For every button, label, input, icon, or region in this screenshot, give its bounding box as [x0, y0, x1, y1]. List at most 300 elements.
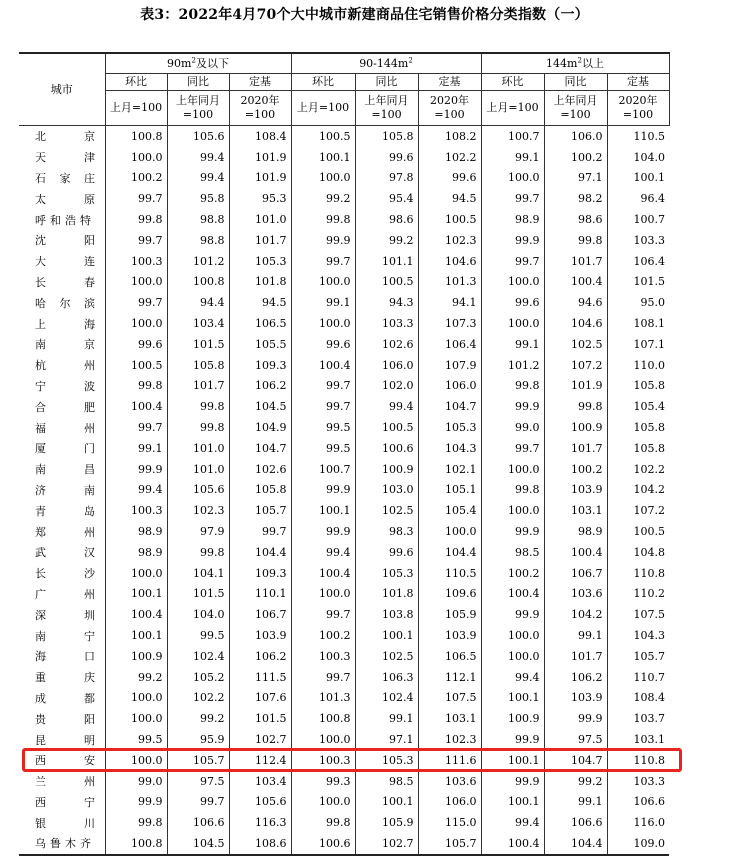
value-cell: 106.6 [167, 812, 229, 833]
sub-header-cell: 同比 [355, 74, 418, 91]
base-header-cell: 上月=100 [105, 91, 167, 126]
value-cell: 110.5 [418, 563, 481, 584]
value-cell: 99.7 [481, 188, 544, 209]
value-cell: 103.3 [355, 313, 418, 334]
value-cell: 100.0 [481, 500, 544, 521]
value-cell: 100.0 [105, 708, 167, 729]
value-cell: 96.4 [607, 188, 669, 209]
value-cell: 106.7 [544, 563, 607, 584]
value-cell: 109.0 [607, 833, 669, 855]
value-cell: 100.2 [291, 625, 355, 646]
city-name: 沈阳 [35, 234, 95, 248]
value-cell: 104.0 [607, 147, 669, 168]
value-cell: 105.7 [418, 833, 481, 855]
value-cell: 107.1 [607, 334, 669, 355]
value-cell: 99.4 [481, 667, 544, 688]
value-cell: 102.4 [355, 688, 418, 709]
table-row [19, 376, 669, 397]
value-cell: 99.7 [481, 438, 544, 459]
value-cell: 99.8 [481, 480, 544, 501]
value-cell: 109.3 [229, 563, 291, 584]
value-cell: 99.6 [355, 147, 418, 168]
value-cell: 95.9 [167, 729, 229, 750]
value-cell: 99.9 [481, 396, 544, 417]
table-row [19, 812, 669, 833]
value-cell: 105.1 [418, 480, 481, 501]
value-cell: 115.0 [418, 812, 481, 833]
table-row [19, 604, 669, 625]
value-cell: 108.6 [229, 833, 291, 855]
base-header-cell: 2020年=100 [229, 91, 291, 126]
value-cell: 100.1 [105, 584, 167, 605]
value-cell: 102.4 [167, 646, 229, 667]
city-name: 青岛 [35, 504, 95, 518]
value-cell: 102.7 [229, 729, 291, 750]
value-cell: 104.4 [544, 833, 607, 855]
city-cell [19, 272, 105, 293]
city-name: 广州 [35, 587, 95, 601]
value-cell: 106.6 [544, 812, 607, 833]
value-cell: 105.6 [229, 792, 291, 813]
value-cell: 104.5 [167, 833, 229, 855]
value-cell: 99.1 [355, 708, 418, 729]
value-cell: 99.5 [291, 417, 355, 438]
value-cell: 99.7 [291, 396, 355, 417]
value-cell: 99.9 [291, 521, 355, 542]
city-cell [19, 521, 105, 542]
value-cell: 99.8 [544, 230, 607, 251]
base-header-cell: 上年同月=100 [544, 91, 607, 126]
value-cell: 99.7 [229, 521, 291, 542]
value-cell: 99.9 [481, 729, 544, 750]
value-cell: 104.1 [167, 563, 229, 584]
value-cell: 98.2 [544, 188, 607, 209]
city-name: 长春 [35, 275, 95, 289]
value-cell: 100.0 [481, 272, 544, 293]
value-cell: 111.5 [229, 667, 291, 688]
value-cell: 103.3 [607, 771, 669, 792]
value-cell: 104.4 [418, 542, 481, 563]
value-cell: 99.9 [291, 230, 355, 251]
base-header-cell: 上年同月=100 [167, 91, 229, 126]
value-cell: 100.1 [607, 168, 669, 189]
value-cell: 105.3 [418, 417, 481, 438]
price-index-table [19, 52, 670, 856]
value-cell: 105.3 [355, 750, 418, 771]
value-cell: 97.1 [355, 729, 418, 750]
value-cell: 99.1 [544, 792, 607, 813]
value-cell: 99.0 [481, 417, 544, 438]
value-cell: 101.3 [291, 688, 355, 709]
value-cell: 97.5 [544, 729, 607, 750]
value-cell: 100.0 [481, 625, 544, 646]
city-name: 合肥 [35, 400, 95, 414]
value-cell: 103.4 [229, 771, 291, 792]
city-cell [19, 500, 105, 521]
group-header-144-above: $144m^2$以上 [481, 53, 669, 74]
value-cell: 99.8 [544, 396, 607, 417]
city-name: 南宁 [35, 629, 95, 643]
base-header-row [19, 91, 669, 126]
city-cell [19, 168, 105, 189]
value-cell: 98.5 [355, 771, 418, 792]
sub-header-cell: 定基 [229, 74, 291, 91]
value-cell: 104.6 [418, 251, 481, 272]
value-cell: 100.0 [291, 584, 355, 605]
value-cell: 99.7 [167, 792, 229, 813]
value-cell: 97.8 [355, 168, 418, 189]
value-cell: 100.0 [291, 729, 355, 750]
value-cell: 100.5 [607, 521, 669, 542]
value-cell: 99.2 [105, 667, 167, 688]
value-cell: 102.5 [544, 334, 607, 355]
value-cell: 99.8 [167, 542, 229, 563]
city-cell [19, 771, 105, 792]
value-cell: 101.8 [229, 272, 291, 293]
table-row [19, 168, 669, 189]
value-cell: 103.1 [607, 729, 669, 750]
value-cell: 98.8 [167, 230, 229, 251]
value-cell: 105.7 [167, 750, 229, 771]
value-cell: 103.9 [418, 625, 481, 646]
value-cell: 107.9 [418, 355, 481, 376]
value-cell: 99.6 [105, 334, 167, 355]
value-cell: 102.1 [418, 459, 481, 480]
value-cell: 101.5 [167, 334, 229, 355]
value-cell: 110.5 [607, 126, 669, 147]
value-cell: 99.2 [167, 708, 229, 729]
city-name: 南昌 [35, 463, 95, 477]
city-cell [19, 292, 105, 313]
value-cell: 99.4 [481, 812, 544, 833]
value-cell: 101.5 [229, 708, 291, 729]
city-name: 南京 [35, 338, 95, 352]
value-cell: 101.0 [167, 459, 229, 480]
value-cell: 105.7 [229, 500, 291, 521]
table-header [19, 53, 669, 126]
base-header-cell: 2020年=100 [418, 91, 481, 126]
value-cell: 99.6 [291, 334, 355, 355]
sub-header-cell: 环比 [105, 74, 167, 91]
value-cell: 99.7 [291, 376, 355, 397]
value-cell: 101.3 [418, 272, 481, 293]
city-name: 厦门 [35, 442, 95, 456]
value-cell: 106.0 [544, 126, 607, 147]
city-name: 北京 [35, 130, 95, 144]
value-cell: 104.4 [229, 542, 291, 563]
value-cell: 100.3 [291, 750, 355, 771]
value-cell: 99.5 [167, 625, 229, 646]
value-cell: 104.3 [418, 438, 481, 459]
value-cell: 101.7 [167, 376, 229, 397]
base-header-cell: 2020年=100 [607, 91, 669, 126]
value-cell: 99.8 [291, 209, 355, 230]
sub-header-cell: 同比 [167, 74, 229, 91]
value-cell: 95.3 [229, 188, 291, 209]
value-cell: 102.2 [418, 147, 481, 168]
value-cell: 100.3 [105, 251, 167, 272]
value-cell: 108.2 [418, 126, 481, 147]
value-cell: 110.0 [607, 355, 669, 376]
table-row [19, 480, 669, 501]
city-cell [19, 729, 105, 750]
city-cell [19, 708, 105, 729]
value-cell: 94.3 [355, 292, 418, 313]
value-cell: 107.2 [544, 355, 607, 376]
value-cell: 100.5 [291, 126, 355, 147]
value-cell: 100.0 [291, 168, 355, 189]
value-cell: 105.4 [607, 396, 669, 417]
value-cell: 103.0 [355, 480, 418, 501]
group-header-90-below: $90m^2$及以下 [105, 53, 291, 74]
value-cell: 105.3 [229, 251, 291, 272]
value-cell: 107.5 [607, 604, 669, 625]
value-cell: 100.0 [481, 646, 544, 667]
sub-header-row [19, 74, 669, 91]
base-header-cell: 上月=100 [291, 91, 355, 126]
value-cell: 110.8 [607, 750, 669, 771]
value-cell: 103.3 [607, 230, 669, 251]
value-cell: 100.6 [355, 438, 418, 459]
value-cell: 100.1 [355, 792, 418, 813]
value-cell: 105.3 [355, 563, 418, 584]
value-cell: 105.2 [167, 667, 229, 688]
value-cell: 105.4 [418, 500, 481, 521]
value-cell: 99.5 [105, 729, 167, 750]
table-row [19, 688, 669, 709]
value-cell: 106.0 [418, 376, 481, 397]
city-name: 福州 [35, 421, 95, 435]
value-cell: 104.7 [229, 438, 291, 459]
value-cell: 100.4 [481, 584, 544, 605]
table-row [19, 500, 669, 521]
value-cell: 101.7 [544, 438, 607, 459]
value-cell: 100.0 [105, 750, 167, 771]
value-cell: 102.2 [167, 688, 229, 709]
city-cell [19, 376, 105, 397]
value-cell: 107.2 [607, 500, 669, 521]
value-cell: 98.9 [544, 521, 607, 542]
value-cell: 102.6 [355, 334, 418, 355]
value-cell: 99.7 [105, 292, 167, 313]
value-cell: 99.4 [167, 168, 229, 189]
value-cell: 100.7 [291, 459, 355, 480]
table-row [19, 833, 669, 855]
city-name: 大连 [35, 255, 95, 269]
city-name: 呼和浩特 [35, 213, 91, 227]
value-cell: 94.4 [167, 292, 229, 313]
value-cell: 99.9 [105, 792, 167, 813]
value-cell: 104.7 [418, 396, 481, 417]
table-row [19, 334, 669, 355]
city-cell [19, 542, 105, 563]
value-cell: 99.9 [481, 771, 544, 792]
value-cell: 107.5 [418, 688, 481, 709]
value-cell: 99.9 [481, 230, 544, 251]
city-name: 太原 [35, 192, 95, 206]
city-name: 深圳 [35, 608, 95, 622]
value-cell: 99.9 [105, 459, 167, 480]
value-cell: 103.1 [544, 500, 607, 521]
value-cell: 110.8 [607, 563, 669, 584]
value-cell: 101.0 [229, 209, 291, 230]
value-cell: 101.1 [355, 251, 418, 272]
value-cell: 106.2 [229, 376, 291, 397]
city-cell [19, 438, 105, 459]
value-cell: 100.1 [481, 750, 544, 771]
value-cell: 99.5 [291, 438, 355, 459]
value-cell: 104.8 [607, 542, 669, 563]
value-cell: 100.0 [105, 147, 167, 168]
value-cell: 104.0 [167, 604, 229, 625]
value-cell: 101.7 [544, 251, 607, 272]
value-cell: 112.4 [229, 750, 291, 771]
city-cell [19, 625, 105, 646]
value-cell: 99.9 [481, 521, 544, 542]
value-cell: 106.3 [355, 667, 418, 688]
city-name: 石家庄 [35, 171, 95, 185]
city-cell [19, 396, 105, 417]
sub-header-cell: 环比 [481, 74, 544, 91]
value-cell: 99.2 [544, 771, 607, 792]
value-cell: 98.6 [544, 209, 607, 230]
value-cell: 100.3 [291, 646, 355, 667]
value-cell: 100.0 [105, 313, 167, 334]
value-cell: 99.7 [105, 417, 167, 438]
value-cell: 106.6 [607, 792, 669, 813]
value-cell: 105.7 [607, 646, 669, 667]
value-cell: 109.3 [229, 355, 291, 376]
table-row [19, 230, 669, 251]
city-cell [19, 792, 105, 813]
value-cell: 101.8 [355, 584, 418, 605]
value-cell: 103.4 [167, 313, 229, 334]
city-cell [19, 812, 105, 833]
value-cell: 110.1 [229, 584, 291, 605]
city-cell [19, 188, 105, 209]
value-cell: 97.1 [544, 168, 607, 189]
value-cell: 100.0 [105, 272, 167, 293]
city-name: 贵阳 [35, 712, 95, 726]
value-cell: 98.3 [355, 521, 418, 542]
value-cell: 100.8 [291, 708, 355, 729]
value-cell: 100.4 [105, 604, 167, 625]
value-cell: 106.2 [544, 667, 607, 688]
value-cell: 106.7 [229, 604, 291, 625]
value-cell: 100.1 [291, 500, 355, 521]
value-cell: 94.6 [544, 292, 607, 313]
value-cell: 108.4 [229, 126, 291, 147]
value-cell: 99.8 [167, 417, 229, 438]
value-cell: 100.2 [481, 563, 544, 584]
value-cell: 100.9 [544, 417, 607, 438]
table-row [19, 272, 669, 293]
value-cell: 100.1 [481, 792, 544, 813]
value-cell: 103.9 [544, 480, 607, 501]
value-cell: 98.9 [105, 521, 167, 542]
table-row [19, 126, 669, 147]
city-cell [19, 209, 105, 230]
table-row [19, 750, 669, 771]
table-row [19, 521, 669, 542]
city-cell [19, 251, 105, 272]
table-row [19, 355, 669, 376]
table-row [19, 147, 669, 168]
value-cell: 99.3 [291, 771, 355, 792]
table-row [19, 396, 669, 417]
value-cell: 116.3 [229, 812, 291, 833]
value-cell: 99.4 [291, 542, 355, 563]
value-cell: 100.0 [418, 521, 481, 542]
city-cell [19, 417, 105, 438]
value-cell: 98.5 [481, 542, 544, 563]
value-cell: 100.2 [544, 459, 607, 480]
value-cell: 98.6 [355, 209, 418, 230]
value-cell: 94.5 [418, 188, 481, 209]
city-cell [19, 667, 105, 688]
value-cell: 97.9 [167, 521, 229, 542]
value-cell: 108.4 [607, 688, 669, 709]
value-cell: 101.9 [544, 376, 607, 397]
table-row [19, 459, 669, 480]
value-cell: 104.6 [544, 313, 607, 334]
value-cell: 100.0 [105, 688, 167, 709]
city-name: 济南 [35, 483, 95, 497]
table-row [19, 729, 669, 750]
value-cell: 106.0 [418, 792, 481, 813]
city-cell [19, 313, 105, 334]
value-cell: 99.7 [291, 667, 355, 688]
value-cell: 106.0 [355, 355, 418, 376]
value-cell: 95.8 [167, 188, 229, 209]
value-cell: 100.9 [105, 646, 167, 667]
table-row [19, 292, 669, 313]
table-row [19, 792, 669, 813]
city-name: 武汉 [35, 546, 95, 560]
group-header-90-144: $90-144m^2$ [291, 53, 481, 74]
value-cell: 99.4 [355, 396, 418, 417]
value-cell: 95.4 [355, 188, 418, 209]
value-cell: 100.5 [418, 209, 481, 230]
value-cell: 100.4 [544, 272, 607, 293]
value-cell: 99.0 [105, 771, 167, 792]
value-cell: 100.0 [291, 272, 355, 293]
value-cell: 102.3 [418, 230, 481, 251]
value-cell: 100.1 [355, 625, 418, 646]
table-row [19, 542, 669, 563]
value-cell: 99.4 [167, 147, 229, 168]
value-cell: 102.5 [355, 500, 418, 521]
value-cell: 100.4 [105, 396, 167, 417]
value-cell: 99.9 [291, 480, 355, 501]
value-cell: 99.6 [481, 292, 544, 313]
value-cell: 102.5 [355, 646, 418, 667]
value-cell: 105.9 [418, 604, 481, 625]
table-row [19, 313, 669, 334]
sub-header-cell: 定基 [418, 74, 481, 91]
value-cell: 107.6 [229, 688, 291, 709]
value-cell: 105.5 [229, 334, 291, 355]
value-cell: 94.1 [418, 292, 481, 313]
value-cell: 100.4 [291, 563, 355, 584]
city-name: 重庆 [35, 671, 95, 685]
value-cell: 100.0 [481, 459, 544, 480]
value-cell: 100.5 [105, 355, 167, 376]
value-cell: 100.1 [291, 147, 355, 168]
city-name: 银川 [35, 816, 95, 830]
value-cell: 97.5 [167, 771, 229, 792]
value-cell: 104.2 [607, 480, 669, 501]
